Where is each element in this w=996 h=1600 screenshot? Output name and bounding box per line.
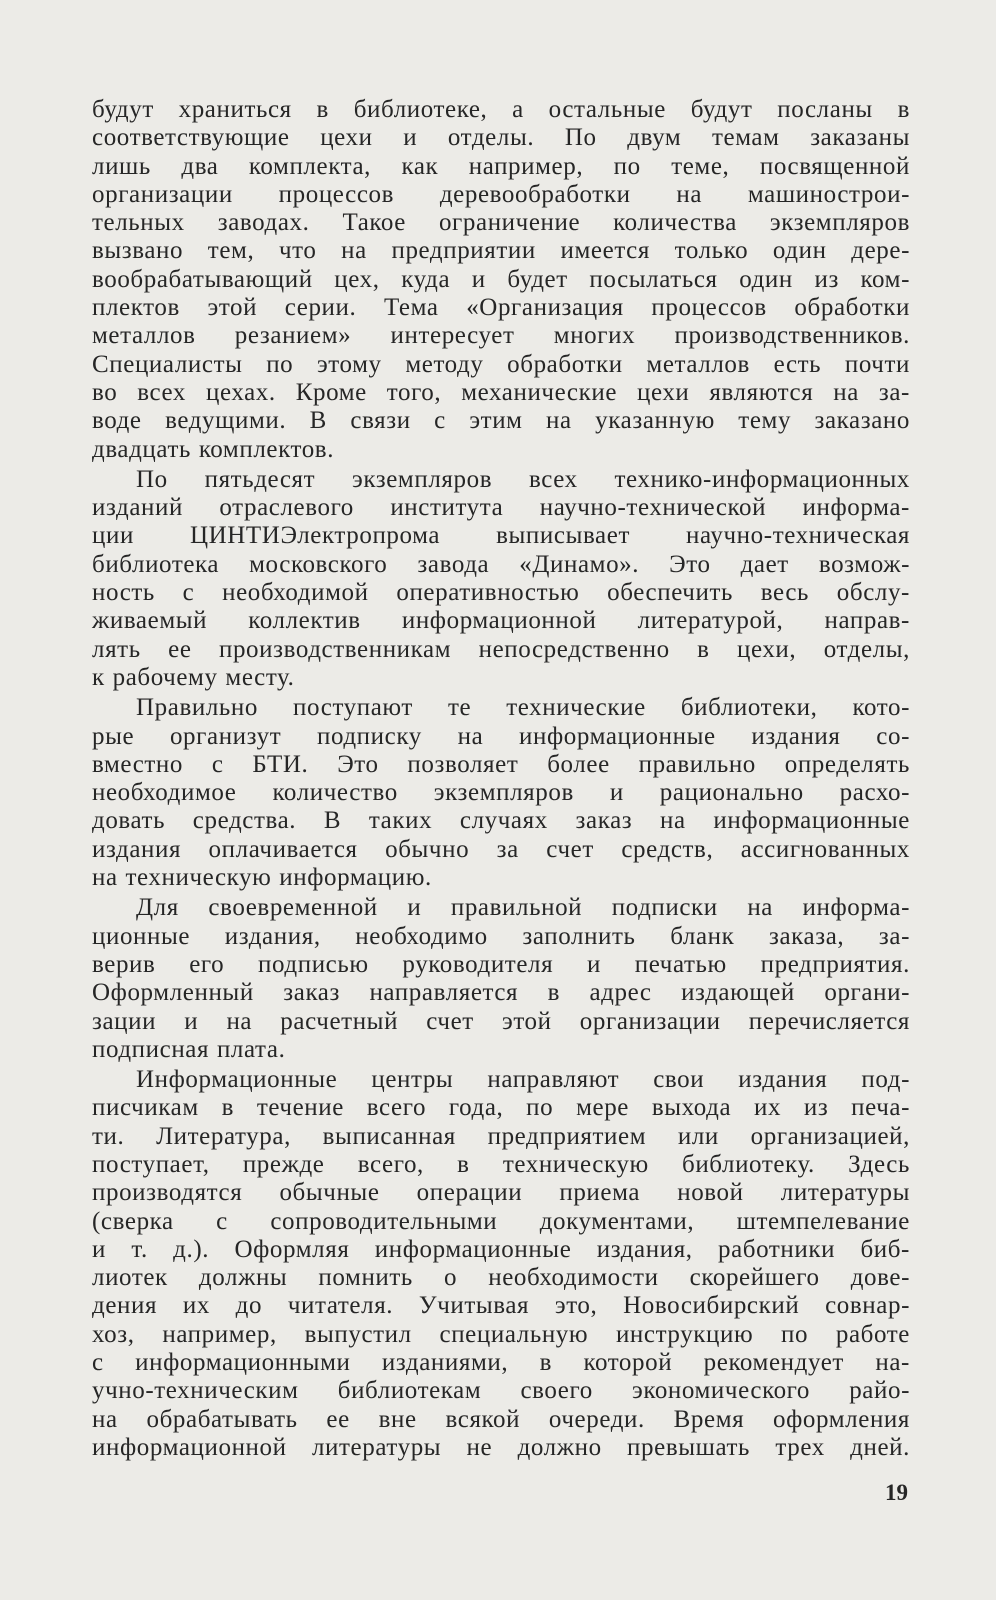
text-line: плектов этой серии. Тема «Организация процессов обработки — [92, 294, 910, 322]
text-line: живаемый коллектив информационной литературой, направ- — [92, 607, 910, 635]
text-line: производятся обычные операции приема новой литературы — [92, 1179, 910, 1207]
text-line: учно-техническим библиотекам своего экономического райо- — [92, 1377, 910, 1405]
text-line: вместно с БТИ. Это позволяет более правильно определять — [92, 750, 910, 778]
text-line: довать средства. В таких случаях заказ на информационные — [92, 807, 910, 835]
text-line: Для своевременной и правильной подписки на информа- — [136, 894, 910, 922]
text-line: необходимое количество экземпляров и рационально расхо- — [92, 779, 910, 807]
text-line: ти. Литература, выписанная предприятием или организацией, — [92, 1122, 910, 1150]
text-line: информационной литературы не должно превышать трех дней. — [92, 1433, 910, 1461]
text-line: во всех цехах. Кроме того, механические цехи являются на за- — [92, 378, 910, 406]
text-line: вызвано тем, что на предприятии имеется только один дере- — [92, 237, 910, 265]
text-line: будут храниться в библиотеке, а остальные будут посланы в — [92, 96, 910, 123]
text-line: и т. д.). Оформляя информационные издания, работники биб- — [92, 1235, 910, 1263]
text-line: лиотек должны помнить о необходимости скорейшего дове- — [92, 1264, 910, 1292]
text-line: металлов резанием» интересует многих производственников. — [92, 322, 910, 350]
text-line: соответствующие цехи и отделы. По двум темам заказаны — [92, 124, 910, 152]
text-line: на техническую информацию. — [92, 864, 432, 892]
text-line: издания оплачивается обычно за счет средств, ассигнованных — [92, 835, 910, 863]
paragraph-4 — [92, 894, 910, 1064]
text-line: изданий отраслевого института научно-технической информа- — [92, 494, 910, 522]
text-line: на обрабатывать ее вне всякой очереди. Время оформления — [92, 1405, 910, 1433]
text-line: верив его подписью руководителя и печатью предприятия. — [92, 950, 910, 978]
text-line: зации и на расчетный счет этой организации перечисляется — [92, 1007, 910, 1035]
text-line: воде ведущими. В связи с этим на указанную тему заказано — [92, 407, 910, 435]
text-line: подписная плата. — [92, 1035, 286, 1063]
text-line: (сверка с сопроводительными документами, штемпелевание — [92, 1207, 910, 1235]
text-line: дения их до читателя. Учитывая это, Новосибирский совнар- — [92, 1292, 910, 1320]
text-line: вообрабатывающий цех, куда и будет посылаться один из ком- — [92, 265, 910, 293]
text-line: лять ее производственникам непосредственно в цехи, отделы, — [92, 635, 910, 663]
paragraph-1 — [92, 96, 910, 464]
page-number: 19 — [885, 1480, 908, 1505]
text-line: ционные издания, необходимо заполнить бланк заказа, за- — [92, 922, 910, 950]
text-line: Специалисты по этому методу обработки металлов есть почти — [92, 350, 910, 378]
text-line: к рабочему месту. — [92, 663, 295, 691]
paragraph-3 — [92, 694, 910, 892]
text-line: хоз, например, выпустил специальную инструкцию по работе — [92, 1320, 910, 1348]
text-line: рые организут подписку на информационные издания со- — [92, 722, 910, 750]
text-line: Информационные центры направляют свои издания под- — [136, 1066, 910, 1094]
body-text — [92, 96, 910, 1464]
text-line: поступает, прежде всего, в техническую библиотеку. Здесь — [92, 1150, 910, 1178]
text-line: библиотека московского завода «Динамо». Это дает возмож- — [92, 550, 910, 578]
text-line: с информационными изданиями, в которой рекомендует на- — [92, 1349, 910, 1377]
paragraph-2 — [92, 466, 910, 692]
text-line: По пятьдесят экземпляров всех технико-информационных — [136, 465, 910, 493]
paragraph-5 — [92, 1066, 910, 1462]
text-line: ции ЦИНТИЭлектропрома выписывает научно-техническая — [92, 522, 910, 550]
text-line: Правильно поступают те технические библиотеки, кото- — [136, 694, 910, 722]
text-line: лишь два комплекта, как например, по теме, посвященной — [92, 152, 910, 180]
text-line: тельных заводах. Такое ограничение количества экземпляров — [92, 209, 910, 237]
text-line: организации процессов деревообработки на машинострои- — [92, 180, 910, 208]
text-line: писчикам в течение всего года, по мере выхода их из печа- — [92, 1094, 910, 1122]
text-line: двадцать комплектов. — [92, 435, 335, 463]
text-line: ность с необходимой оперативностью обеспечить весь обслу- — [92, 579, 910, 607]
text-line: Оформленный заказ направляется в адрес издающей органи- — [92, 979, 910, 1007]
